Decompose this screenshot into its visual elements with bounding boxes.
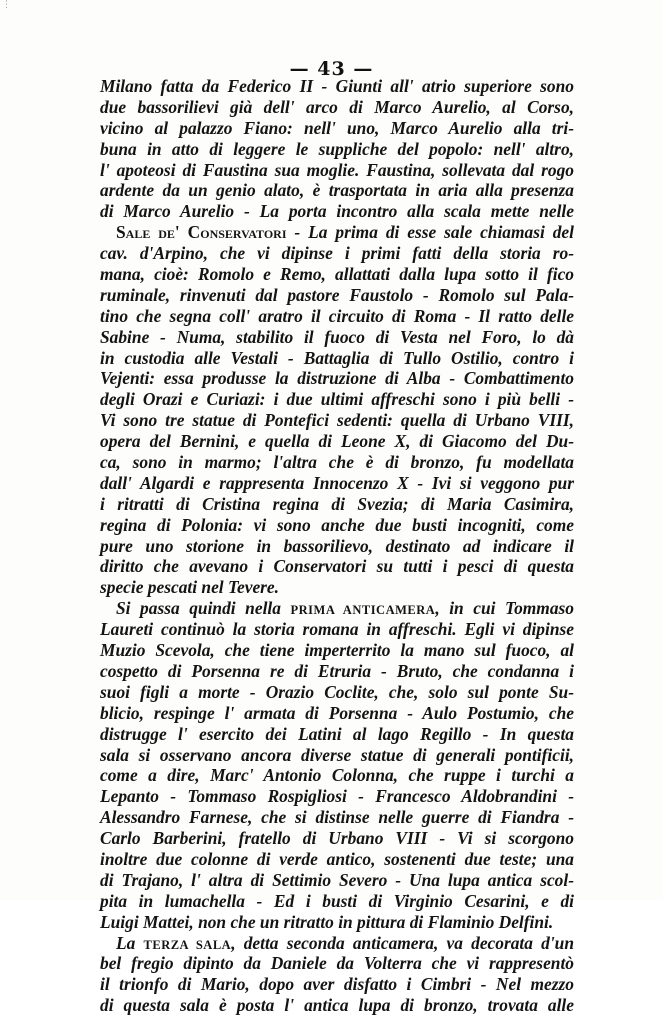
section-heading-sale-de-conservatori: Sale de' Conservatori — [116, 222, 287, 243]
text-line: cav. d'Arpino, che vi dipinse i primi fatti della storia ro- — [100, 243, 574, 264]
text-line: cospetto di Porsenna re di Etruria - Bruto, che condanna i — [100, 660, 574, 681]
text-line: di questa sala è posta l' antica lupa di bronzo, trovata alle — [100, 995, 574, 1016]
text-line: tino che segna coll' aratro il circuito di Roma - Il ratto delle — [100, 305, 574, 326]
section-heading-terza-sala: TERZA SALA — [143, 937, 232, 952]
text-line: Vejenti: essa produsse la distruzione di Alba - Combattimento — [100, 368, 574, 389]
text-line: due bassorilievi già dell' arco di Marco Aurelio, al Corso, — [100, 96, 574, 117]
body-text — [100, 76, 574, 1016]
text-line: Vi sono tre statue di Pontefici sedenti: quella di Urbano VIII, — [100, 410, 574, 431]
text-fragment: , in cui Tommaso — [435, 598, 574, 619]
text-line: bel fregio dipinto da Daniele da Volterra che vi rappresentò — [100, 953, 574, 974]
text-line: Lepanto - Tommaso Rospigliosi - Francesco Aldobrandini - — [100, 786, 574, 807]
text-line: Milano fatta da Federico II - Giunti all' atrio superiore sono — [100, 76, 574, 96]
text-line: pita in lumachella - Ed i busti di Virginio Cesarini, e di — [100, 890, 574, 911]
text-fragment: Si passa quindi nella — [116, 598, 291, 619]
section-heading-line — [100, 598, 574, 619]
page-edge-mark: ⋮ — [2, 0, 11, 10]
text-line: in custodia alle Vestali - Battaglia di Tullo Ostilio, contro i — [100, 347, 574, 368]
text-line: specie pescati nel Tevere. — [100, 577, 279, 598]
section-heading-prima-anticamera: PRIMA ANTICAMERA — [290, 603, 436, 618]
text-line: Alessandro Farnese, che si distinse nelle guerre di Fiandra - — [100, 807, 574, 828]
text-line: ardente da un genio alato, è trasportata in aria alla presenza — [100, 180, 574, 201]
text-line: opera del Bernini, e quella di Leone X, di Giacomo del Du- — [100, 431, 574, 452]
text-line: buna in atto di leggere le suppliche del popolo: nell' altro, — [100, 138, 574, 159]
text-fragment: La — [116, 932, 144, 953]
text-line: inoltre due colonne di verde antico, sostenenti due teste; una — [100, 848, 574, 869]
page-number: — 43 — — [289, 58, 374, 80]
text-line: sala si osservano ancora diverse statue di generali pontificii, — [100, 744, 574, 765]
text-line: come a dire, Marc' Antonio Colonna, che ruppe i turchi a — [100, 765, 574, 786]
text-line: ruminale, rinvenuti dal pastore Faustolo - Romolo sul Pala- — [100, 284, 574, 305]
text-line: Sabine - Numa, stabilito il fuoco di Vesta nel Foro, lo dà — [100, 326, 574, 347]
text-line: blicio, respinge l' armata di Porsenna - Aulo Postumio, che — [100, 702, 574, 723]
text-fragment: - La prima di esse sale chiamasi del — [286, 222, 574, 243]
text-line: l' apoteosi di Faustina sua moglie. Faustina, sollevata dal rogo — [100, 159, 574, 180]
text-line: regina di Polonia: vi sono anche due busti incogniti, come — [100, 514, 574, 535]
text-line: dall' Algardi e rappresenta Innocenzo X - Ivi si veggono pur — [100, 472, 574, 493]
text-line: Carlo Barberini, fratello di Urbano VIII - Vi si scorgono — [100, 828, 574, 849]
text-line: di Marco Aurelio - La porta incontro alla scala mette nelle — [100, 201, 574, 222]
text-line: pure uno storione in bassorilievo, destinato ad indicare il — [100, 535, 574, 556]
section-heading-line — [100, 222, 574, 243]
text-line: il trionfo di Mario, dopo aver disfatto i Cimbri - Nel mezzo — [100, 974, 574, 995]
text-line: diritto che avevano i Conservatori su tutti i pesci di questa — [100, 556, 574, 577]
text-line: di Trajano, l' altra di Settimio Severo - Una lupa antica scol- — [100, 869, 574, 890]
text-line: degli Orazi e Curiazi: i due ultimi affreschi sono i più belli - — [100, 389, 574, 410]
text-line: Laureti continuò la storia romana in affreschi. Egli vi dipinse — [100, 619, 574, 640]
text-line: vicino al palazzo Fiano: nell' uno, Marco Aurelio alla tri- — [100, 117, 574, 138]
text-line: Muzio Scevola, che tiene imperterrito la mano sul fuoco, al — [100, 640, 574, 661]
text-line: suoi figli a morte - Orazio Coclite, che, solo sul ponte Su- — [100, 681, 574, 702]
text-fragment: , detta seconda anticamera, va decorata d'un — [231, 932, 574, 953]
text-line: mana, cioè: Romolo e Remo, allattati dalla lupa sotto il fico — [100, 264, 574, 285]
text-line: i ritratti di Cristina regina di Svezia; di Maria Casimira, — [100, 493, 574, 514]
text-line: Luigi Mattei, non che un ritratto in pittura di Flaminio Delfini. — [100, 911, 554, 932]
text-line: distrugge l' esercito dei Latini al lago Regillo - In questa — [100, 723, 574, 744]
text-line: ca, sono in marmo; l'altra che è di bronzo, fu modellata — [100, 452, 574, 473]
section-heading-line — [100, 933, 574, 954]
